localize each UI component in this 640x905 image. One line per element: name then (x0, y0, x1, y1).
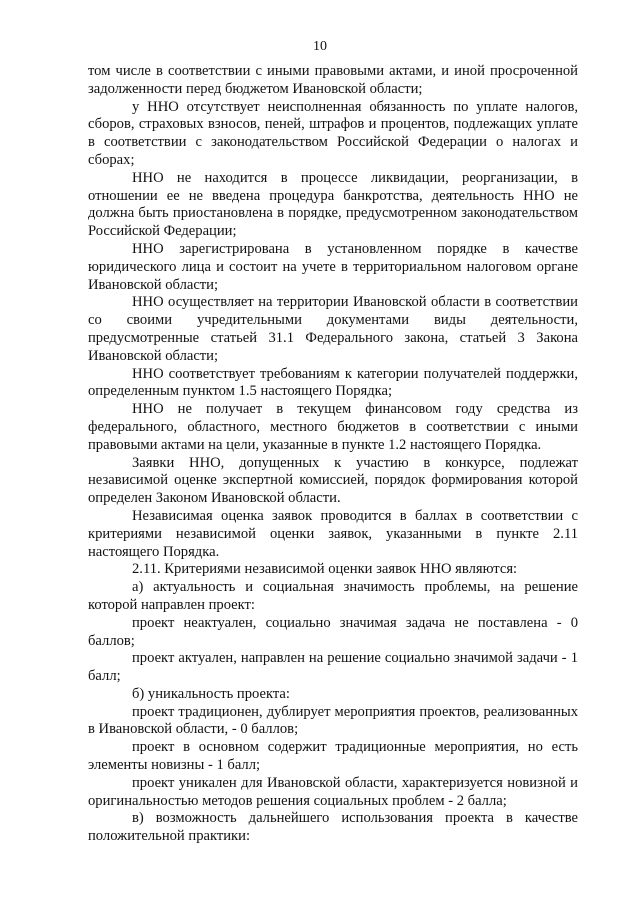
paragraph-score-b-2: проект уникален для Ивановской области, характеризуется новизной и оригинальностью методов решения социальных проблем - 2 балла; (88, 774, 578, 809)
paragraph-score-a-0: проект неактуален, социально значимая задача не поставлена - 0 баллов; (88, 614, 578, 649)
paragraph-no-other-funds: НHO не получает в текущем финансовом году средства из федерального, областного, местного бюджетов в соответствии с иными правовыми актами на цели, указанные в пункте 1.2 настоящего Порядка. (88, 401, 578, 453)
paragraph-criteria-heading: 2.11. Критериями независимой оценки заявок НHO являются: (132, 561, 518, 578)
paragraph-no-liquidation: НHO не находится в процессе ликвидации, реорганизации, в отношении ее не введена процедура банкротства, деятельность НHO не должна быть приостановлена в порядке, предусмотренном законодательством Российской Федерации; (88, 169, 578, 240)
paragraph-criterion-c: в) возможность дальнейшего использования проекта в качестве положительной практики: (88, 810, 578, 845)
page-number: 10 (313, 39, 327, 54)
paragraph-registered: НHO зарегистрирована в установленном порядке в качестве юридического лица и состоит на учете в территориальном налоговом органе Ивановской области; (88, 240, 578, 293)
paragraph-independent-evaluation: Заявки НHO, допущенных к участию в конкурсе, подлежат независимой оценке экспертной комиссией, порядок формирования которой определен Законом Ивановской области. (88, 454, 578, 507)
paragraph-criterion-a: а) актуальность и социальная значимость проблемы, на решение которой направлен проект: (88, 579, 578, 613)
paragraph-continuation: том числе в соответствии с иными правовыми актами, и иной просроченной задолженности перед бюджетом Ивановской области; (88, 63, 578, 97)
paragraph-score-a-1: проект актуален, направлен на решение социально значимой задачи - 1 балл; (88, 650, 578, 685)
document-body (88, 63, 578, 846)
paragraph-category-requirements: НHO соответствует требованиям к категории получателей поддержки, определенным пунктом 1.5 настоящего Порядка; (88, 365, 578, 400)
paragraph-criterion-b: б) уникальность проекта: (132, 685, 290, 702)
paragraph-activities: НHO осуществляет на территории Ивановской области в соответствии со своими учредительными документами виды деятельности, предусмотренные статьей 31.1 Федерального закона, статьей 3 Закона Ивановской области; (88, 294, 578, 364)
paragraph-evaluation-scoring: Независимая оценка заявок проводится в баллах в соответствии с критериями независимой оценки заявок, указанными в пункте 2.11 настоящего Порядка. (88, 507, 578, 560)
paragraph-score-b-0: проект традиционен, дублирует мероприятия проектов, реализованных в Ивановской области, - 0 баллов; (88, 703, 578, 738)
paragraph-no-tax-debt: у НHO отсутствует неисполненная обязанность по уплате налогов, сборов, страховых взносов, пеней, штрафов и процентов, подлежащих уплате в соответствии с законодательством Российской Федерации о налогах и сборах; (88, 98, 578, 168)
paragraph-score-b-1: проект в основном содержит традиционные мероприятия, но есть элементы новизны - 1 балл; (88, 739, 578, 774)
